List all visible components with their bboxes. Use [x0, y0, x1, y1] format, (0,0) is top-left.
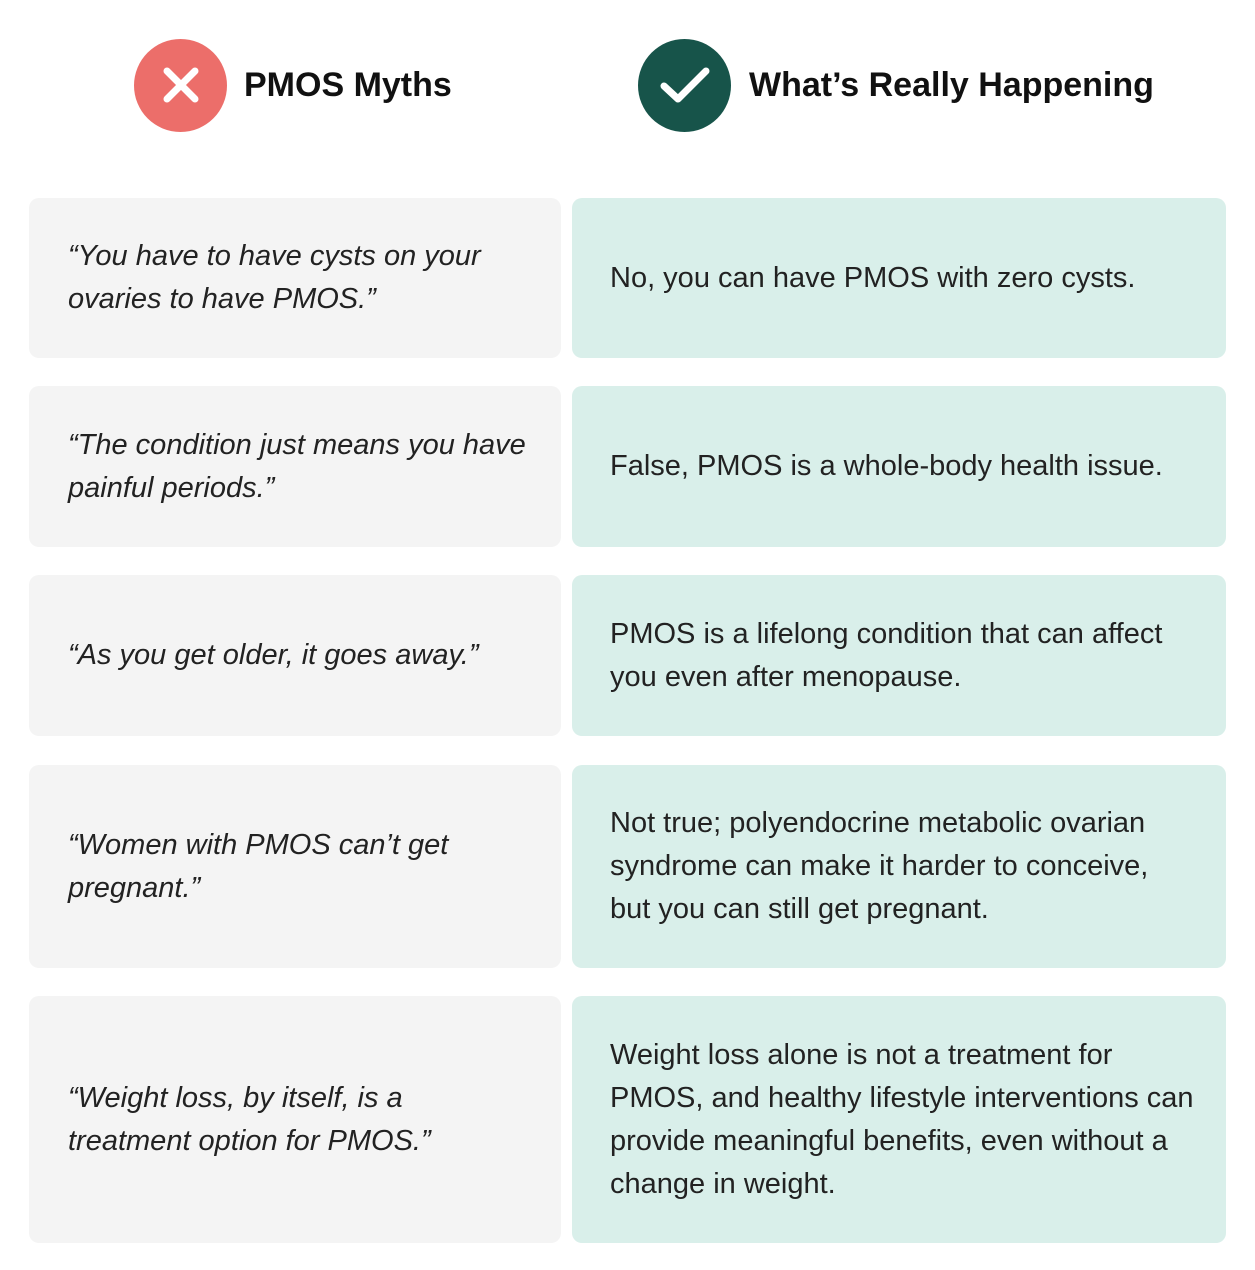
check-circle-icon	[638, 39, 731, 132]
myth-text: “Women with PMOS can’t get pregnant.”	[68, 828, 449, 904]
myth-cell	[29, 198, 561, 358]
comparison-header	[0, 38, 1255, 132]
myth-cell	[29, 765, 561, 968]
myth-text: “You have to have cysts on your ovaries to have PMOS.”	[68, 240, 481, 315]
fact-cell	[572, 765, 1226, 968]
myth-cell	[29, 575, 561, 736]
myth-text: “As you get older, it goes away.”	[68, 639, 479, 671]
fact-cell	[572, 386, 1226, 547]
myths-header	[134, 38, 452, 132]
fact-cell	[572, 198, 1226, 358]
comparison-row	[29, 386, 1226, 547]
myth-text: “Weight loss, by itself, is a treatment option for PMOS.”	[68, 1081, 431, 1157]
fact-text: PMOS is a lifelong condition that can affect you even after menopause.	[610, 617, 1163, 693]
facts-header	[638, 38, 1154, 132]
myth-cell	[29, 996, 561, 1243]
comparison-row	[29, 575, 1226, 736]
myth-text: “The condition just means you have painful periods.”	[68, 428, 526, 504]
fact-text: No, you can have PMOS with zero cysts.	[610, 261, 1136, 294]
fact-cell	[572, 996, 1226, 1243]
comparison-row	[29, 765, 1226, 968]
fact-text: Not true; polyendocrine metabolic ovarian syndrome can make it harder to conceive, but you can still get pregnant.	[610, 807, 1149, 925]
facts-column-title: What’s Really Happening	[749, 65, 1154, 104]
comparison-row	[29, 996, 1226, 1243]
x-circle-icon	[134, 39, 227, 132]
comparison-row	[29, 198, 1226, 358]
fact-cell	[572, 575, 1226, 736]
myth-cell	[29, 386, 561, 547]
fact-text: Weight loss alone is not a treatment for PMOS, and healthy lifestyle interventions can provide meaningful benefits, even without a change in weight.	[610, 1038, 1194, 1200]
myths-column-title: PMOS Myths	[244, 65, 452, 104]
fact-text: False, PMOS is a whole-body health issue.	[610, 450, 1163, 482]
